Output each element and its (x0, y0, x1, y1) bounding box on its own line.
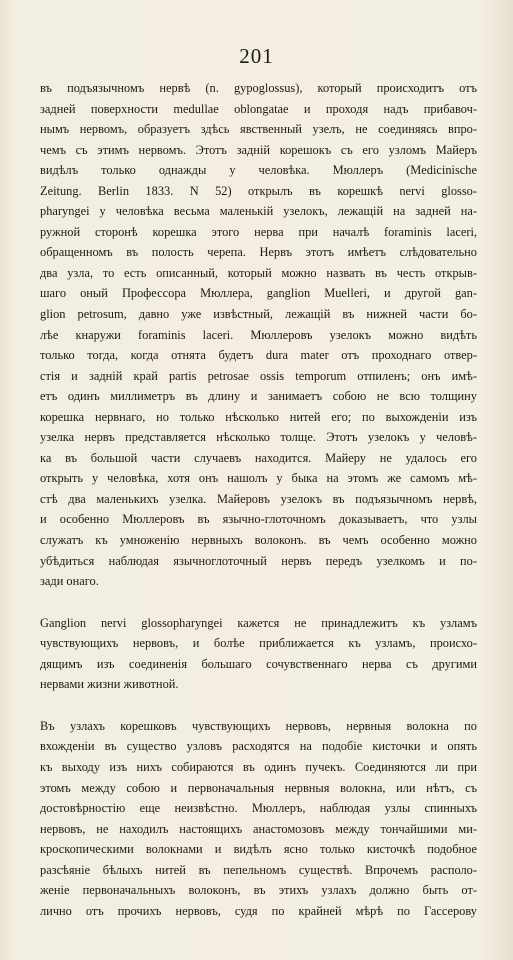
text-line: Въ узлахъ корешковъ чувствующихъ нервовъ, нервныя волокна по (40, 718, 477, 733)
page-body (40, 78, 477, 921)
text-line: нервовъ, не находилъ настоящихъ анастомозовъ между тончайшими ми- (40, 821, 477, 836)
text-line: открыть у человѣка, хотя онъ нашолъ у быка на этомъ же самомъ мѣ- (40, 471, 477, 486)
text-line: женіе первоначальныхъ волоконъ, въ этихъ узлахъ должно быть от- (40, 883, 477, 898)
text-line: стія и задній край partis petrosae ossis temporum отпиленъ; онъ имѣ- (40, 368, 477, 383)
text-line: къ выходу изъ нихъ собираются въ одинъ пучекъ. Соединяются ли при (40, 759, 477, 774)
text-line: нервами жизни животной. (40, 677, 179, 692)
text-line: етъ одинъ миллиметръ въ длину и занимаетъ собою не всю толщину (40, 389, 477, 404)
text-line: лично отъ прочихъ нервовъ, судя по крайней мѣрѣ по Гассерову (40, 903, 477, 918)
page-number: 201 (239, 44, 274, 68)
text-line: шаго оный Профессора Мюллера, ganglion Muelleri, и другой gan- (40, 286, 477, 301)
text-line: этомъ между собою и первоначальныя нервныя волокна, или нѣтъ, съ (40, 780, 477, 795)
text-line: и особенно Мюллеровъ въ язычно-глоточномъ доказываетъ, что узлы (40, 512, 477, 527)
text-line: чемъ съ этимъ нервомъ. Этотъ задній корешокъ съ его узломъ Майеръ (40, 142, 477, 157)
text-line: Ganglion nervi glossopharyngei кажется не принадлежитъ къ узламъ (40, 615, 477, 630)
text-line: ружной сторонѣ корешка этого нерва при началѣ foraminis laceri, (40, 224, 477, 239)
text-line: дящимъ изъ соединенія большаго сочувственнаго нерва съ другими (40, 656, 477, 671)
text-line: вхожденіи въ существо узловъ расходятся на подобіе кисточки и опять (40, 739, 477, 754)
text-line: въ подъязычномъ нервѣ (n. gypoglossus), который происходитъ отъ (40, 81, 477, 95)
text-line: служатъ къ умноженію нервныхъ волоконъ. въ чемъ особенно можно (40, 533, 477, 548)
text-line: Zeitung. Berlin 1833. N 52) открылъ въ корешкѣ nervi glosso- (40, 183, 477, 198)
text-line: кроскопическими волокнами и видѣлъ ясно только кисточкѣ подобное (40, 842, 477, 857)
text-line: только тогда, когда отнята будетъ dura mater отъ проходнаго отвер- (40, 348, 477, 363)
paragraph-2 (40, 613, 477, 695)
text-line: видѣлъ только однажды у человѣка. Мюллеръ (Medicinische (40, 163, 477, 178)
text-line: glion petrosum, давно уже извѣстный, лежащій въ нижней части бо- (40, 307, 477, 322)
text-line: разсѣяніе бѣлыхъ нитей въ пепельномъ существѣ. Впрочемъ располо- (40, 862, 477, 877)
text-line: два узла, то есть описанный, который можно назвать въ честь открыв- (40, 265, 477, 280)
text-line: лѣе кнаружи foraminis laceri. Мюллеровъ узелокъ можно видѣть (40, 327, 477, 342)
text-line: чувствующихъ нервовъ, и болѣе приближается къ узламъ, происхо- (40, 636, 477, 651)
paragraph-3 (40, 716, 477, 921)
text-line: зади онаго. (40, 574, 99, 589)
text-line: задней поверхности medullae oblongatae и проходя надъ прибавоч- (40, 101, 477, 116)
text-line: нымъ нервомъ, образуетъ здѣсь явственный узелъ, не соединяясь впро- (40, 122, 477, 137)
text-line: достовѣрностію еще неизвѣстно. Мюллеръ, наблюдая узлы спинныхъ (40, 801, 477, 816)
text-line: стѣ два маленькихъ узелка. Майеровъ узелокъ въ подъязычномъ нервѣ, (40, 491, 477, 506)
text-line: обращенномъ въ полость черепа. Нервъ этотъ имѣетъ слѣдовательно (40, 245, 477, 260)
text-line: убѣдиться наблюдая язычноглоточный нервъ передъ узелкомъ и по- (40, 553, 477, 568)
text-line: корешка нервнаго, но только нѣсколько нитей его; по выхожденіи изъ (40, 409, 477, 424)
text-line: pharyngei у человѣка весьма маленькій узелокъ, лежащій на задней на- (40, 204, 477, 219)
paragraph-1 (40, 78, 477, 592)
text-line: ка въ большой части случаевъ находится. Майеру не удалось его (40, 450, 477, 465)
text-line: узелка нервъ представляется нѣсколько толще. Этотъ узелокъ у человѣ- (40, 430, 477, 445)
